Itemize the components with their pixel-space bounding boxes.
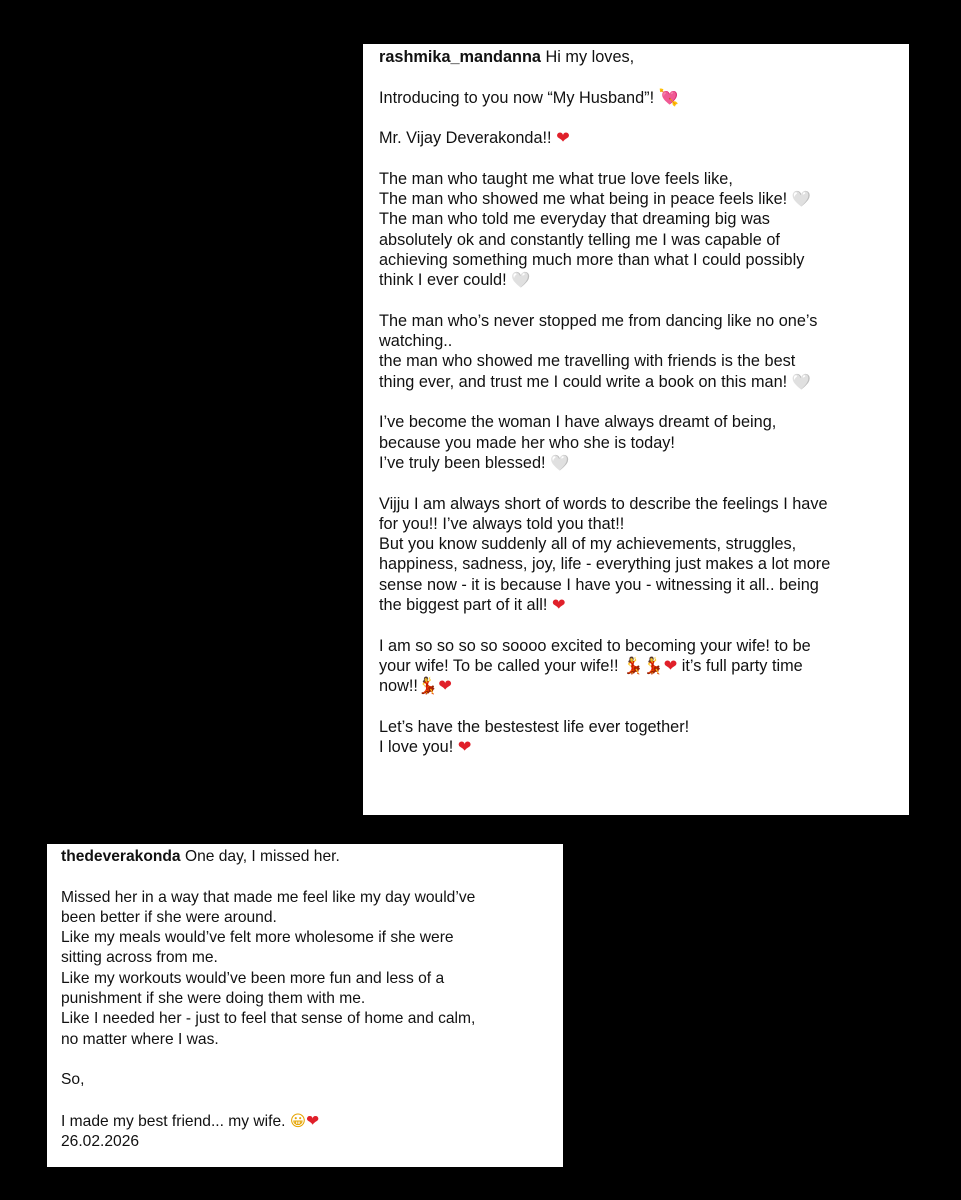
caption-text: Like my workouts would’ve been more fun and less of a [61,969,445,987]
caption-text: the man who showed me travelling with friends is the best [379,352,796,371]
dancer-icon: 💃 [643,655,664,675]
emoji-group [792,373,811,391]
emoji-group [623,657,677,675]
caption-line [379,433,897,453]
caption-line [379,737,897,757]
caption-text: Missed her in a way that made me feel like my day would’ve [61,888,476,906]
paragraph-gap [379,615,897,635]
paragraph-gap [61,1091,553,1111]
caption-text: the biggest part of it all! [379,596,552,615]
caption-text: Mr. Vijay Deverakonda!! [379,129,557,148]
caption-text: it’s full party time [677,656,803,675]
caption-text: achieving something much more than what I could possibly [379,250,805,269]
caption-text: Like my meals would’ve felt more wholesome if she were [61,929,454,947]
caption-text: think I ever could! [379,271,512,290]
username-link[interactable]: thedeverakonda [61,848,181,865]
username-link[interactable]: rashmika_mandanna [379,48,541,66]
caption-text: I’ve truly been blessed! [379,453,551,472]
red-heart-icon: ❤ [457,737,472,757]
caption-text: So, [61,1071,85,1089]
caption-text: sense now - it is because I have you - witnessing it all.. being [379,575,819,594]
paragraph-gap [379,473,897,493]
white-heart-icon: 🤍 [511,271,531,290]
emoji-group [659,89,679,107]
caption-line [379,351,897,371]
rashmika-caption-card [363,44,909,815]
caption-line [379,189,897,209]
caption-text: But you know suddenly all of my achievements, struggles, [379,535,797,554]
emoji-group [792,190,811,208]
caption-line [61,1132,553,1152]
caption-line [379,636,897,656]
caption-line [379,494,897,514]
emoji-group [418,677,452,695]
caption-line [379,372,897,392]
vijay-caption-card [47,844,563,1167]
caption-text: I’ve become the woman I have always dreamt of being, [379,413,777,432]
caption-line [379,209,897,229]
red-heart-icon: ❤ [551,595,566,615]
caption-text: Hi my loves, [540,48,635,66]
caption-line [379,311,897,331]
caption-text: punishment if she were doing them with me. [61,990,366,1008]
caption-line [379,575,897,595]
caption-text: The man who showed me what being in peace feels like! [379,190,792,209]
caption-text: because you made her who she is today! [379,433,675,452]
caption-text: now!! [379,677,418,696]
red-heart-icon: ❤ [438,676,452,696]
caption-line [61,928,553,948]
emoji-group [290,1113,319,1130]
caption-line [379,514,897,534]
caption-line [379,717,897,737]
caption-first-line [61,847,553,867]
caption-text: Introducing to you now “My Husband”! [379,88,659,107]
heart-with-arrow-icon: 💘 [658,87,679,107]
caption-line [379,270,897,290]
caption-text: your wife! To be called your wife!! [379,656,624,675]
caption-text: no matter where I was. [61,1030,219,1048]
caption-text: Like I needed her - just to feel that sense of home and calm, [61,1010,476,1028]
dancer-icon: 💃 [623,655,644,675]
emoji-group [458,738,472,756]
red-heart-icon: ❤ [306,1111,320,1130]
emoji-group [552,596,566,614]
caption-line [379,128,897,148]
caption-line [61,1009,553,1029]
paragraph-gap [379,67,897,87]
caption-text: 26.02.2026 [61,1133,140,1151]
caption-line [379,453,897,473]
caption-text: The man who taught me what true love feels like, [379,169,733,188]
paragraph-gap [61,1050,553,1070]
white-heart-icon: 🤍 [791,372,811,391]
caption-line [61,948,553,968]
caption-line [379,554,897,574]
caption-line [61,1111,553,1132]
caption-line [379,656,897,676]
paragraph-gap [61,867,553,887]
emoji-group [556,129,570,147]
caption-line [379,88,897,108]
smiley-face-icon: 😀 [289,1111,307,1130]
caption-line [61,989,553,1009]
caption-text: I am so so so so soooo excited to becoming your wife! to be [379,636,811,655]
caption-line [61,888,553,908]
caption-line [379,331,897,351]
caption-line [379,534,897,554]
caption-line [379,230,897,250]
caption-line [61,1030,553,1050]
caption-text: The man who told me everyday that dreaming big was [379,210,770,229]
caption-text: watching.. [379,332,453,351]
caption-text: Vijju I am always short of words to describe the feelings I have [379,494,828,513]
paragraph-gap [379,392,897,412]
caption-line [379,412,897,432]
caption-text: One day, I missed her. [180,848,340,865]
paragraph-gap [379,148,897,168]
paragraph-gap [379,291,897,311]
white-heart-icon: 🤍 [550,453,570,472]
caption-text: The man who’s never stopped me from dancing like no one’s [379,311,818,330]
caption-text: absolutely ok and constantly telling me I was capable of [379,230,780,249]
emoji-group [550,454,569,472]
caption-line [379,595,897,615]
paragraph-gap [379,697,897,717]
red-heart-icon: ❤ [556,128,570,148]
caption-line [61,969,553,989]
caption-text: thing ever, and trust me I could write a book on this man! [379,372,792,391]
caption-text: been better if she were around. [61,908,277,926]
caption-text: for you!! I’ve always told you that!! [379,514,625,533]
caption-line [379,250,897,270]
emoji-group [511,271,530,289]
dancer-icon: 💃 [417,676,439,696]
caption-text: I made my best friend... my wife. [61,1112,290,1130]
paragraph-gap [379,108,897,128]
caption-text: happiness, sadness, joy, life - everything just makes a lot more [379,555,831,574]
caption-line [61,908,553,928]
caption-text: sitting across from me. [61,949,218,967]
caption-line [379,169,897,189]
caption-first-line [379,47,897,67]
caption-text: Let’s have the bestestest life ever together! [379,717,690,736]
red-heart-icon: ❤ [663,655,678,675]
caption-text: I love you! [379,738,458,757]
caption-line [61,1070,553,1090]
caption-line [379,676,897,696]
white-heart-icon: 🤍 [791,190,811,209]
